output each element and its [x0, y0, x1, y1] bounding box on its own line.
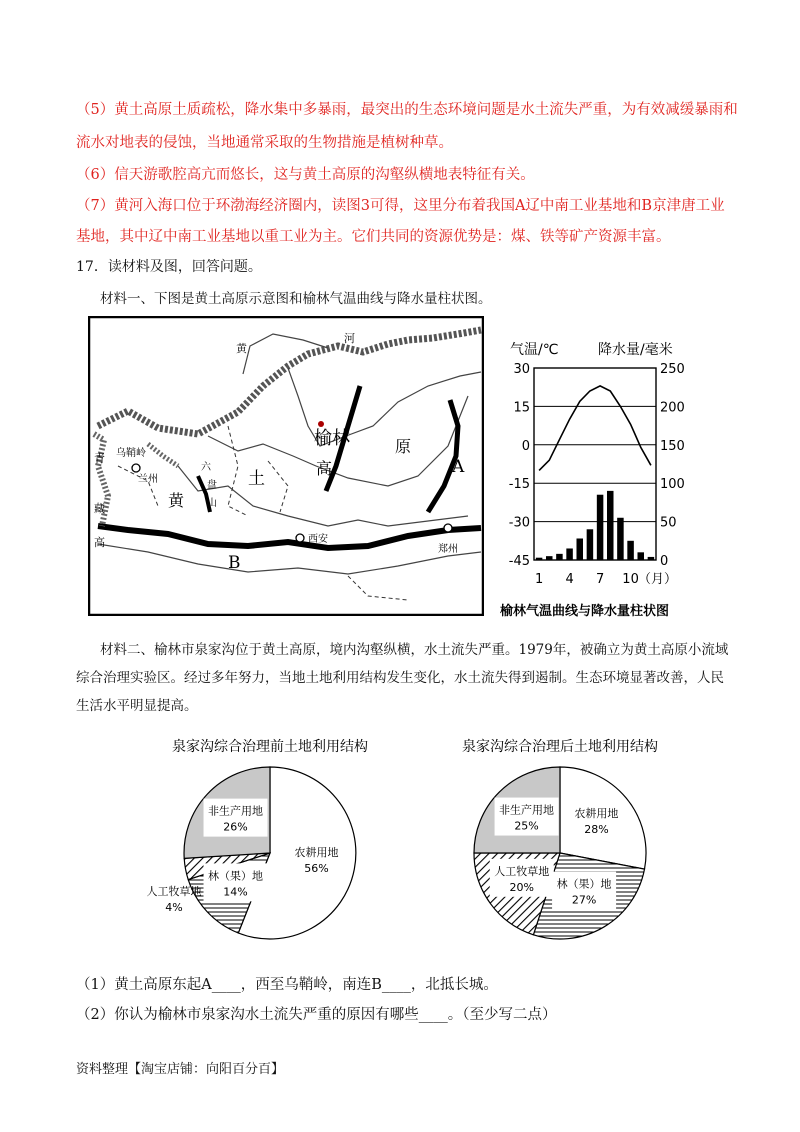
precip-tick-label: 250 — [660, 362, 685, 377]
precip-tick-label: 0 — [660, 554, 669, 569]
temp-tick-label: 0 — [521, 438, 530, 454]
pie-label — [552, 872, 616, 910]
month-tick-label: 10 — [622, 572, 639, 587]
pie-slice-value: 4% — [165, 901, 183, 914]
pie-after-title: 泉家沟综合治理后土地利用结构 — [462, 739, 658, 755]
precip-axis-label: 降水量/毫米 — [598, 342, 673, 358]
temp-tick-label: 30 — [513, 362, 530, 377]
precip-tick-label: 150 — [660, 438, 685, 454]
pie-label — [204, 799, 268, 837]
precip-bar — [637, 552, 644, 560]
pie-slice-value: 25% — [514, 819, 539, 833]
map-label-lanzhou: 兰州 — [138, 474, 158, 485]
pie-chart-before — [130, 735, 410, 955]
map-label-zang: 藏 — [94, 502, 105, 515]
month-tick-label: 1 — [534, 572, 544, 587]
climate-chart-title: 榆林气温曲线与降水量柱状图 — [500, 604, 670, 619]
pie-label — [147, 884, 202, 914]
question-17: 17．读材料及图，回答问题。 — [76, 259, 262, 275]
map-label-yulin: 榆林 — [314, 428, 350, 449]
pie-slice-label: 人工牧草地 — [146, 885, 202, 898]
map-label-qing: 青 — [94, 452, 105, 465]
answer-5-line1: （5）黄土高原土质疏松，降水集中多暴雨，最突出的生态环境问题是水土流失严重，为有效减缓暴雨和 — [76, 102, 738, 118]
pie-slice-label: 非生产用地 — [499, 803, 555, 817]
material-1: 材料一、下图是黄土高原示意图和榆林气温曲线与降水量柱状图。 — [100, 291, 492, 307]
climate-chart — [490, 330, 730, 625]
map-label-he: 河 — [344, 332, 355, 345]
map-label-xian: 西安 — [308, 534, 328, 545]
pie-slice-label: 人工牧草地 — [494, 864, 550, 878]
pie-before-title: 泉家沟综合治理前土地利用结构 — [172, 739, 368, 755]
map-label-tu: 土 — [248, 469, 265, 489]
map-label-huang: 黄 — [236, 342, 247, 355]
precip-bar — [546, 556, 553, 560]
month-axis-label: （月） — [638, 572, 678, 587]
precip-tick-label: 100 — [660, 477, 685, 493]
answer-7-line2: 基地，其中辽中南工业基地以重工业为主。它们共同的资源优势是：煤、铁等矿产资源丰富。 — [76, 229, 671, 245]
pie-slice-value: 20% — [509, 880, 534, 894]
map-label-zhengzhou: 郑州 — [438, 544, 458, 555]
answer-6: （6）信天游歌腔高亢而悠长，这与黄土高原的沟壑纵横地表特征有关。 — [76, 167, 535, 183]
pie-slice-value: 14% — [223, 885, 248, 899]
pie-slice-label: 非生产用地 — [208, 804, 264, 818]
pie-slice-label: 农耕用地 — [294, 845, 339, 859]
precip-bar — [607, 491, 614, 560]
precip-bar — [536, 558, 543, 560]
temp-tick-label: 15 — [513, 400, 530, 416]
answer-5-line2: 流水对地表的侵蚀，当地通常采取的生物措施是植树种草。 — [76, 135, 453, 151]
pie-slice-value: 56% — [304, 861, 329, 875]
precip-bar — [556, 554, 563, 560]
map-label-pan: 盘 — [207, 480, 217, 491]
pie-label — [495, 798, 559, 836]
temp-axis-label: 气温/℃ — [510, 342, 559, 358]
map-label-shan: 山 — [207, 498, 217, 509]
temp-tick-label: -15 — [508, 477, 530, 493]
precip-bar — [587, 529, 594, 560]
pie-slice-value: 27% — [571, 893, 597, 907]
pie-slice-value: 28% — [584, 822, 609, 836]
pie-slice-value: 26% — [223, 820, 248, 834]
month-tick-label: 7 — [595, 572, 605, 587]
map-label-A: A — [452, 457, 465, 477]
precip-bar — [617, 518, 624, 560]
question-2: （2）你认为榆林市泉家沟水土流失严重的原因有哪些____。（至少写二点） — [76, 1007, 557, 1023]
pie-slice-label: 农耕用地 — [574, 806, 619, 820]
question-1: （1）黄土高原东起A____，西至乌鞘岭，南连B____，北抵长城。 — [76, 977, 498, 993]
answer-7-line1: （7）黄河入海口位于环渤海经济圈内，读图3可得，这里分布着我国A辽中南工业基地和B京津唐工业 — [76, 198, 725, 214]
pie-label — [490, 859, 554, 897]
map-label-yuan: 原 — [395, 437, 412, 456]
pie-label — [204, 863, 268, 901]
map-label-liu: 六 — [201, 462, 211, 473]
temperature-line — [539, 386, 651, 471]
map-label-wushaoling: 乌鞘岭 — [116, 448, 146, 459]
map-label-B: B — [228, 553, 241, 573]
precip-bar — [648, 557, 655, 560]
pie-slice-label: 林（果）地 — [556, 877, 612, 891]
temp-tick-label: -45 — [508, 554, 530, 569]
precip-bar — [566, 548, 573, 560]
loess-plateau-map — [88, 316, 484, 616]
temp-tick-label: -30 — [508, 515, 530, 531]
pie-slice-label: 林（果）地 — [208, 869, 264, 883]
month-tick-label: 4 — [565, 572, 574, 587]
precip-tick-label: 50 — [660, 515, 677, 531]
precip-bar — [597, 495, 604, 560]
precip-tick-label: 200 — [660, 400, 685, 416]
map-label-huang2: 黄 — [168, 491, 185, 510]
material-2: 材料二、榆林市泉家沟位于黄土高原，境内沟壑纵横，水土流失严重。1979年，被确立为黄土高原小流域综合治理实验区。经过多年努力，当地土地利用结构发生变化，水土流失得到遏制。生态环境显著改善，人民生活水平明显提高。 — [76, 642, 729, 714]
precip-bar — [576, 538, 583, 560]
pie-chart-after — [420, 735, 700, 955]
precip-bar — [627, 541, 634, 560]
map-label-gao2: 高 — [94, 536, 105, 549]
footer-note: 资料整理【淘宝店铺：向阳百分百】 — [76, 1062, 285, 1077]
map-label-gao: 高 — [316, 459, 333, 478]
